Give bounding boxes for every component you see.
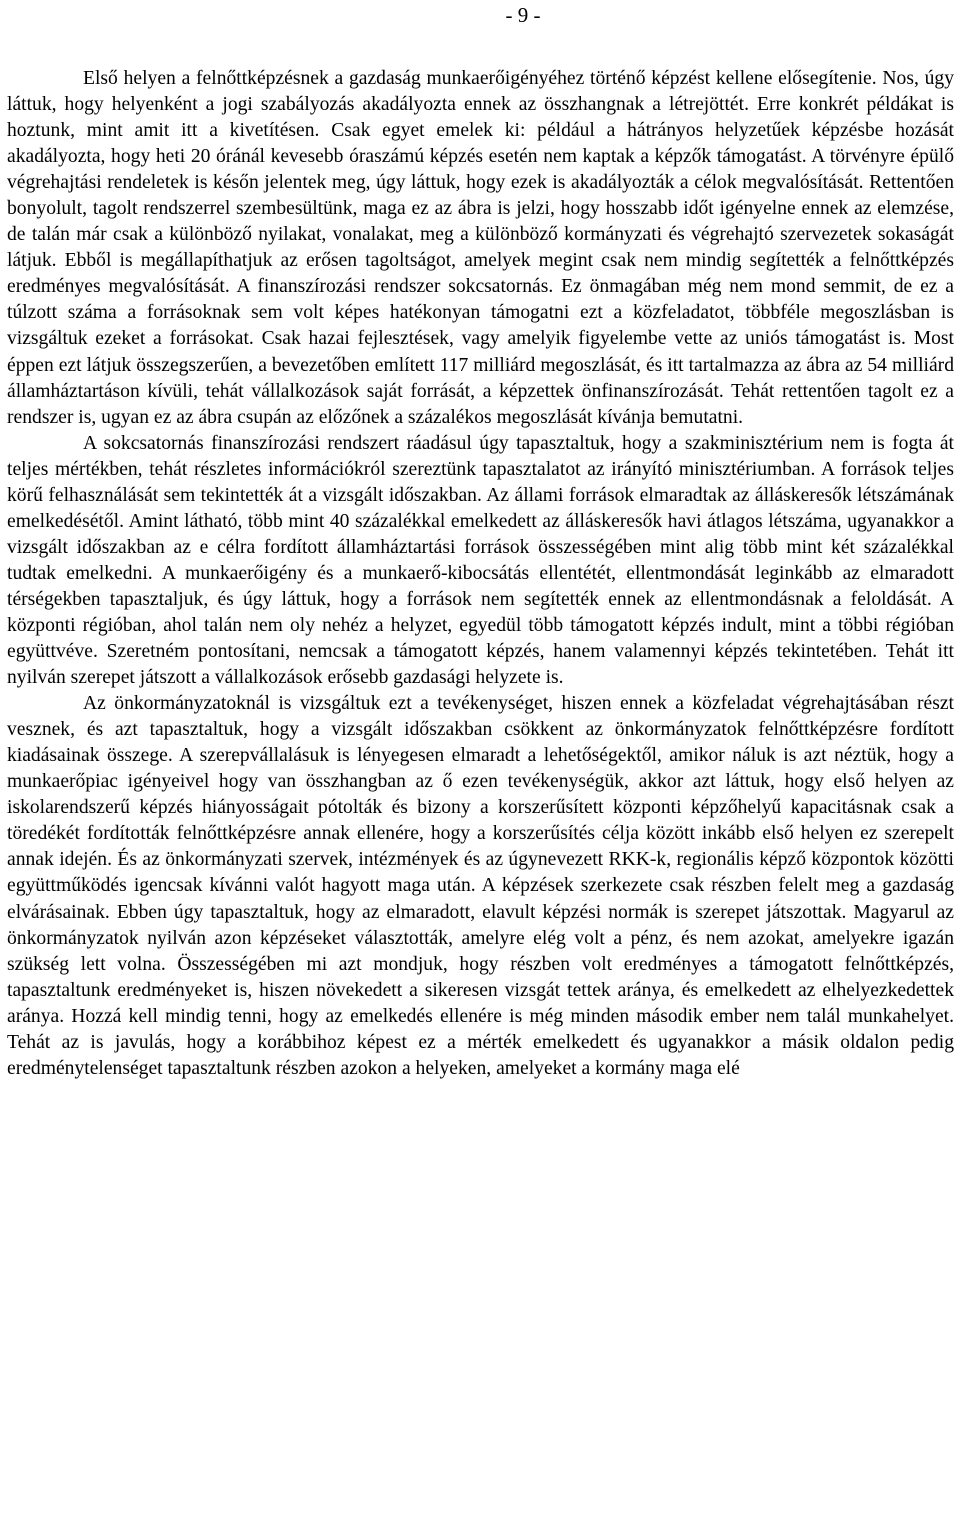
paragraph-1: Első helyen a felnőttképzésnek a gazdaság munkaerőigényéhez történő képzést kellene elősegítenie. Nos, úgy láttuk, hogy helyenként a jogi szabályozás akadályozta ennek az összhangnak a létrejöttét. Erre konkrét példákat is hoztunk, mint amit itt a kivetítésen. Csak egyet emelek ki: például a hátrányos helyzetűek képzésbe hozását akadályozta, hogy heti 20 óránál kevesebb óraszámú képzés esetén nem kaptak a képzők támogatást. A törvényre épülő végrehajtási rendeletek is későn jelentek meg, úgy láttuk, hogy ezek is akadályozták a célok megvalósítását. Rettentően bonyolult, tagolt rendszerrel szembesültünk, maga ez az ábra is jelzi, hogy hosszabb időt igényelne ennek az elemzése, de talán már csak a különböző nyilakat, vonalakat, meg a különböző kormányzati és végrehajtó szervezetek sokaságát látjuk. Ebből is megállapíthatjuk az erősen tagoltságot, amelyek megint csak nem mindig segítették a felnőttképzés eredményes megvalósítását. A finanszírozási rendszer sokcsatornás. Ez önmagában még nem mond semmit, de ez a túlzott száma a forrásoknak sem volt képes hatékonyan támogatni ezt a közfeladatot, többféle megoszlásban is vizsgáltuk ezeket a forrásokat. Csak hazai fejlesztések, vagy amelyik figyelembe vette az uniós támogatást is. Most éppen ezt látjuk összegszerűen, a bevezetőben említett 117 milliárd megoszlását, és itt tartalmazza az ábra az 54 milliárd államháztartáson kívüli, tehát vállalkozások saját forrását, a képzettek önfinanszírozását. Tehát rettentően tagolt ez a rendszer is, ugyan ez az ábra csupán az előzőnek a százalékos megoszlását kívánja bemutatni. [7, 68, 954, 428]
page-number: - 9 - [505, 3, 541, 27]
paragraph-2: A sokcsatornás finanszírozási rendszert ráadásul úgy tapasztaltuk, hogy a szakminisztérium nem is fogta át teljes mértékben, tehát részletes információkról szereztünk tapasztalatot az irányító minisztériumban. A források teljes körű felhasználását sem tekintették át a vizsgált időszakban. Az állami források elmaradtak az álláskeresők létszámának emelkedésétől. Amint látható, több mint 40 százalékkal emelkedett az álláskeresők havi átlagos létszáma, ugyanakkor a vizsgált időszakban az e célra fordított államháztartási források összességében mint alig több mint két százalékkal tudtak emelkedni. A munkaerőigény és a munkaerő-kibocsátás ellentétét, ellentmondását leginkább az elmaradott térségekben tapasztaljuk, és úgy láttuk, hogy a források nem segítették ennek az ellentmondásnak a feloldását. A központi régióban, ahol talán nem oly nehéz a helyzet, egyedül több támogatott képzés indult, mint a többi régióban együttvéve. Szeretném pontosítani, nemcsak a támogatott képzés, hanem valamennyi képzés tekintetében. Tehát itt nyilván szerepet játszott a vállalkozások erősebb gazdasági helyzete is. [7, 432, 954, 689]
body-text [7, 66, 954, 1082]
paragraph-3: Az önkormányzatoknál is vizsgáltuk ezt a tevékenységet, hiszen ennek a közfeladat végrehajtásában részt vesznek, és azt tapasztaltuk, hogy a vizsgált időszakban csökkent az önkormányzatok felnőttképzésre fordított kiadásainak összege. A szerepvállalásuk is lényegesen elmaradt a lehetőségektől, amikor náluk is azt néztük, hogy a munkaerőpiac igényeivel hogy van összhangban az ő ezen tevékenységük, akkor azt láttuk, hogy első helyen az iskolarendszerű képzés hiányosságait pótolták és bizony a korszerűsített központi képzőhelyű kapacitásnak csak a töredékét fordították felnőttképzésre annak ellenére, hogy a korszerűsítés célja között inkább első helyen ez szerepelt annak idején. És az önkormányzati szervek, intézmények és az úgynevezett RKK-k, regionális képző központok közötti együttműködés igencsak kívánni valót hagyott maga után. A képzések szerkezete csak részben felelt meg a gazdaság elvárásainak. Ebben úgy tapasztaltuk, hogy az elmaradott, elavult képzési normák is szerepet játszottak. Magyarul az önkormányzatok nyilván azon képzéseket választották, amelyre elég volt a pénz, és nem azokat, amelyekre igazán szükség lett volna. Összességében mi azt mondjuk, hogy részben volt eredményes a támogatott felnőttképzés, tapasztaltunk eredményeket is, hiszen növekedett a sikeresen vizsgát tettek aránya, és emelkedett az elhelyezkedettek aránya. Hozzá kell mindig tenni, hogy az emelkedés ellenére is még minden második ember nem talál munkahelyet. Tehát az is javulás, hogy a korábbihoz képest ez a mérték emelkedett és ugyanakkor a másik oldalon pedig eredménytelenséget tapasztaltunk részben azokon a helyeken, amelyeket a kormány maga elé [7, 693, 954, 1079]
